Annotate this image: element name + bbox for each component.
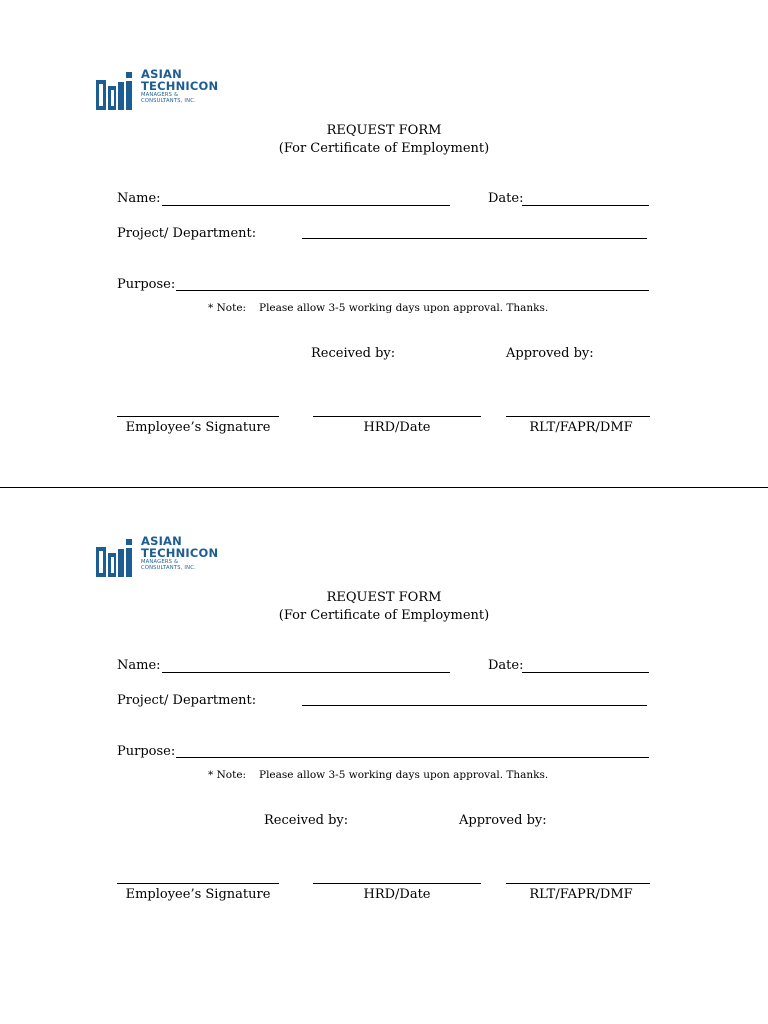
form-subtitle: (For Certificate of Employment) [278,608,490,623]
purpose-field-line[interactable] [176,757,649,758]
received-by-label: Received by: [311,346,396,361]
employee-signature-line[interactable] [117,416,279,417]
purpose-label: Purpose: [117,744,176,759]
project-department-label: Project/ Department: [117,693,257,708]
logo-mark-icon [96,539,136,581]
logo-line3: MANAGERS & [141,92,179,98]
hrd-signature-line[interactable] [313,416,481,417]
logo-wordmark [141,535,218,571]
logo-mark-icon [96,72,136,114]
note-prefix: * Note: [208,769,247,781]
logo-line1: ASIAN [141,534,182,548]
approver-caption: RLT/FAPR/DMF [529,887,633,902]
company-logo [96,535,236,585]
received-by-label: Received by: [264,813,349,828]
project-department-label: Project/ Department: [117,226,257,241]
purpose-label: Purpose: [117,277,176,292]
approver-signature-line[interactable] [506,883,650,884]
project-department-field-line[interactable] [302,705,647,706]
date-label: Date: [488,658,524,673]
logo-line1: ASIAN [141,67,182,81]
logo-line4: CONSULTANTS, INC. [141,565,196,571]
approved-by-label: Approved by: [459,813,547,828]
name-field-line[interactable] [162,672,450,673]
form-subtitle: (For Certificate of Employment) [278,141,490,156]
form-title: REQUEST FORM [326,590,442,605]
hrd-date-caption: HRD/Date [363,420,431,435]
logo-line4: CONSULTANTS, INC. [141,98,196,104]
logo-line2: TECHNICON [141,79,219,93]
approved-by-label: Approved by: [506,346,594,361]
approver-signature-line[interactable] [506,416,650,417]
employee-signature-caption: Employee’s Signature [125,887,271,902]
date-label: Date: [488,191,524,206]
hrd-signature-line[interactable] [313,883,481,884]
note-text: Please allow 3-5 working days upon approval. Thanks. [259,769,549,781]
company-logo [96,68,236,118]
employee-signature-line[interactable] [117,883,279,884]
name-field-line[interactable] [162,205,450,206]
approver-caption: RLT/FAPR/DMF [529,420,633,435]
request-form-top [0,0,768,467]
employee-signature-caption: Employee’s Signature [125,420,271,435]
form-title: REQUEST FORM [326,123,442,138]
note-prefix: * Note: [208,302,247,314]
date-field-line[interactable] [522,205,649,206]
logo-line3: MANAGERS & [141,559,179,565]
purpose-field-line[interactable] [176,290,649,291]
name-label: Name: [117,658,161,673]
logo-line2: TECHNICON [141,546,219,560]
hrd-date-caption: HRD/Date [363,887,431,902]
request-form-bottom [0,467,768,934]
name-label: Name: [117,191,161,206]
project-department-field-line[interactable] [302,238,647,239]
logo-wordmark [141,68,218,104]
note-text: Please allow 3-5 working days upon approval. Thanks. [259,302,549,314]
date-field-line[interactable] [522,672,649,673]
